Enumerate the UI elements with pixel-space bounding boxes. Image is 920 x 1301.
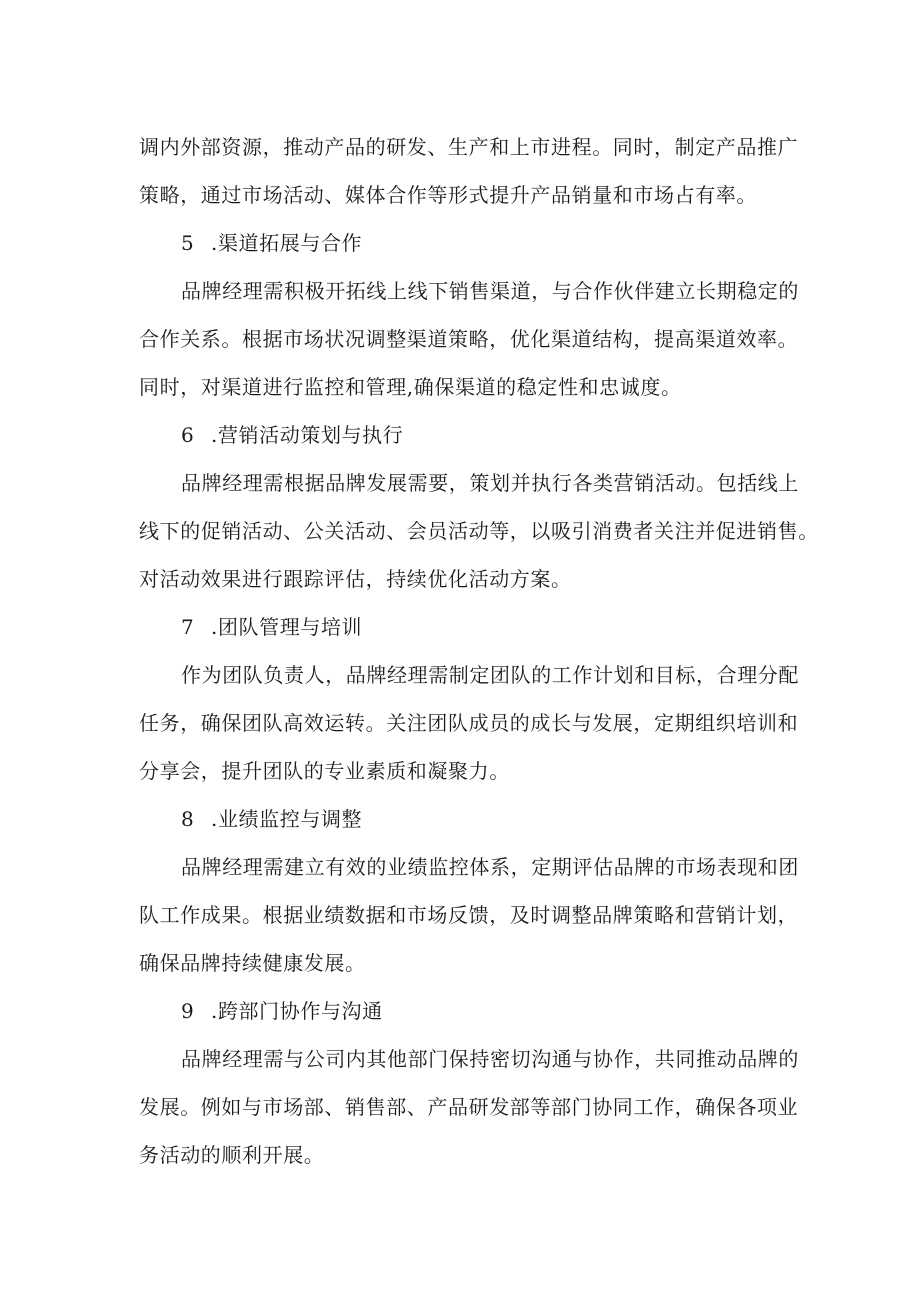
section-title: .跨部门协作与沟通	[211, 999, 383, 1023]
paragraph-line: 发展。例如与市场部、销售部、产品研发部等部门协同工作，确保各项业	[139, 1095, 799, 1119]
paragraph-line: 同时，对渠道进行监控和管理,确保渠道的稳定性和忠诚度。	[139, 375, 682, 399]
section-heading	[181, 804, 362, 834]
section-heading	[181, 420, 403, 450]
section-number: 9	[181, 999, 195, 1023]
paragraph-line: 队工作成果。根据业绩数据和市场反馈，及时调整品牌策略和营销计划，	[139, 903, 799, 927]
paragraph-line: 确保品牌持续健康发展。	[139, 951, 366, 975]
paragraph-line: 品牌经理需积极开拓线上线下销售渠道，与合作伙伴建立长期稳定的	[181, 279, 799, 303]
paragraph-line: 线下的促销活动、公关活动、会员活动等，以吸引消费者关注并促进销售。	[139, 519, 819, 543]
section-title: .渠道拓展与合作	[211, 231, 363, 255]
section-title: .业绩监控与调整	[211, 807, 363, 831]
paragraph-line: 对活动效果进行跟踪评估，持续优化活动方案。	[139, 567, 572, 591]
section-heading	[181, 228, 362, 258]
paragraph-line: 合作关系。根据市场状况调整渠道策略，优化渠道结构，提高渠道效率。	[139, 327, 799, 351]
paragraph-line: 任务，确保团队高效运转。关注团队成员的成长与发展，定期组织培训和	[139, 711, 799, 735]
section-number: 6	[181, 423, 195, 447]
section-number: 5	[181, 231, 195, 255]
section-number: 7	[181, 615, 195, 639]
paragraph-line: 策略，通过市场活动、媒体合作等形式提升产品销量和市场占有率。	[139, 183, 757, 207]
paragraph-line: 务活动的顺利开展。	[139, 1143, 325, 1167]
section-heading	[181, 612, 362, 642]
paragraph-line: 调内外部资源，推动产品的研发、生产和上市进程。同时，制定产品推广	[139, 135, 799, 159]
paragraph-line: 作为团队负责人，品牌经理需制定团队的工作计划和目标，合理分配	[181, 663, 799, 687]
section-number: 8	[181, 807, 195, 831]
paragraph-line: 品牌经理需建立有效的业绩监控体系，定期评估品牌的市场表现和团	[181, 855, 799, 879]
paragraph-line: 品牌经理需根据品牌发展需要，策划并执行各类营销活动。包括线上	[181, 471, 799, 495]
section-title: .营销活动策划与执行	[211, 423, 404, 447]
paragraph-line: 品牌经理需与公司内其他部门保持密切沟通与协作，共同推动品牌的	[181, 1047, 799, 1071]
section-title: .团队管理与培训	[211, 615, 363, 639]
paragraph-line: 分享会，提升团队的专业素质和凝聚力。	[139, 759, 510, 783]
section-heading	[181, 996, 383, 1026]
